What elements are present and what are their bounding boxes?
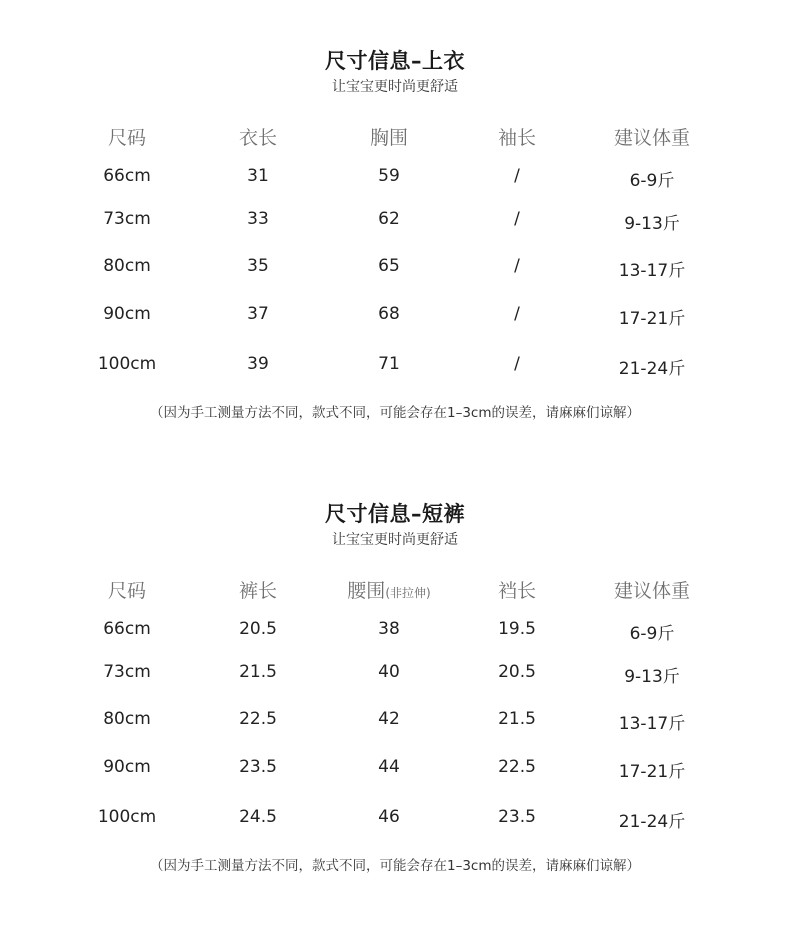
table-cell: 33 [247, 209, 269, 229]
shorts-header-size: 尺码 [107, 580, 146, 602]
table-cell: 21-24斤 [618, 359, 686, 379]
table-cell: 23.5 [498, 807, 536, 827]
tops-header-sleeve: 袖长 [497, 127, 536, 149]
shorts-header-waist-label: 腰围 [347, 580, 386, 602]
table-cell: 17-21斤 [618, 762, 686, 782]
table-cell: 73cm [103, 662, 151, 682]
shorts-header-weight: 建议体重 [613, 580, 690, 602]
tops-header-size: 尺码 [107, 127, 146, 149]
table-cell: 19.5 [498, 619, 536, 639]
table-cell: 100cm [97, 354, 157, 374]
table-cell: 20.5 [239, 619, 277, 639]
table-cell: 39 [247, 354, 269, 374]
table-cell: 73cm [103, 209, 151, 229]
shorts-header-length: 裤长 [238, 580, 277, 602]
table-cell: 6-9斤 [629, 624, 675, 644]
tops-subtitle: 让宝宝更时尚更舒适 [332, 79, 458, 95]
table-cell: / [514, 354, 520, 374]
table-cell: / [514, 256, 520, 276]
tops-measurement-note: （因为手工测量方法不同，款式不同，可能会存在1–3cm的误差，请麻麻们谅解） [149, 405, 640, 421]
table-cell: / [514, 304, 520, 324]
shorts-header-rise: 裆长 [497, 580, 536, 602]
table-cell: 21.5 [498, 709, 536, 729]
tops-title: 尺寸信息–上衣 [325, 49, 465, 73]
table-cell: 65 [378, 256, 400, 276]
table-cell: 37 [247, 304, 269, 324]
table-cell: 40 [378, 662, 400, 682]
tops-header-weight: 建议体重 [613, 127, 690, 149]
table-cell: 59 [378, 166, 400, 186]
table-cell: 62 [378, 209, 400, 229]
table-cell: 22.5 [498, 757, 536, 777]
tops-header-chest: 胸围 [369, 127, 408, 149]
table-cell: 21.5 [239, 662, 277, 682]
table-cell: 22.5 [239, 709, 277, 729]
shorts-header-waist [319, 576, 459, 603]
table-cell: 42 [378, 709, 400, 729]
table-cell: 44 [378, 757, 400, 777]
table-cell: 66cm [103, 166, 151, 186]
table-cell: 9-13斤 [624, 214, 680, 234]
table-cell: / [514, 209, 520, 229]
shorts-subtitle: 让宝宝更时尚更舒适 [332, 532, 458, 548]
table-cell: 71 [378, 354, 400, 374]
table-cell: / [514, 166, 520, 186]
table-cell: 80cm [103, 709, 151, 729]
table-cell: 100cm [97, 807, 157, 827]
table-cell: 20.5 [498, 662, 536, 682]
table-cell: 23.5 [239, 757, 277, 777]
table-cell: 90cm [103, 757, 151, 777]
table-cell: 68 [378, 304, 400, 324]
table-cell: 35 [247, 256, 269, 276]
table-cell: 46 [378, 807, 400, 827]
table-cell: 17-21斤 [618, 309, 686, 329]
shorts-title: 尺寸信息–短裤 [325, 502, 465, 526]
table-cell: 66cm [103, 619, 151, 639]
table-cell: 24.5 [239, 807, 277, 827]
shorts-measurement-note: （因为手工测量方法不同，款式不同，可能会存在1–3cm的误差，请麻麻们谅解） [149, 858, 640, 874]
table-cell: 13-17斤 [618, 261, 686, 281]
table-cell: 13-17斤 [618, 714, 686, 734]
tops-header-length: 衣长 [238, 127, 277, 149]
table-cell: 31 [247, 166, 269, 186]
table-cell: 90cm [103, 304, 151, 324]
table-cell: 21-24斤 [618, 812, 686, 832]
table-cell: 6-9斤 [629, 171, 675, 191]
table-cell: 38 [378, 619, 400, 639]
table-cell: 9-13斤 [624, 667, 680, 687]
shorts-header-waist-note: (非拉伸) [385, 586, 431, 600]
table-cell: 80cm [103, 256, 151, 276]
